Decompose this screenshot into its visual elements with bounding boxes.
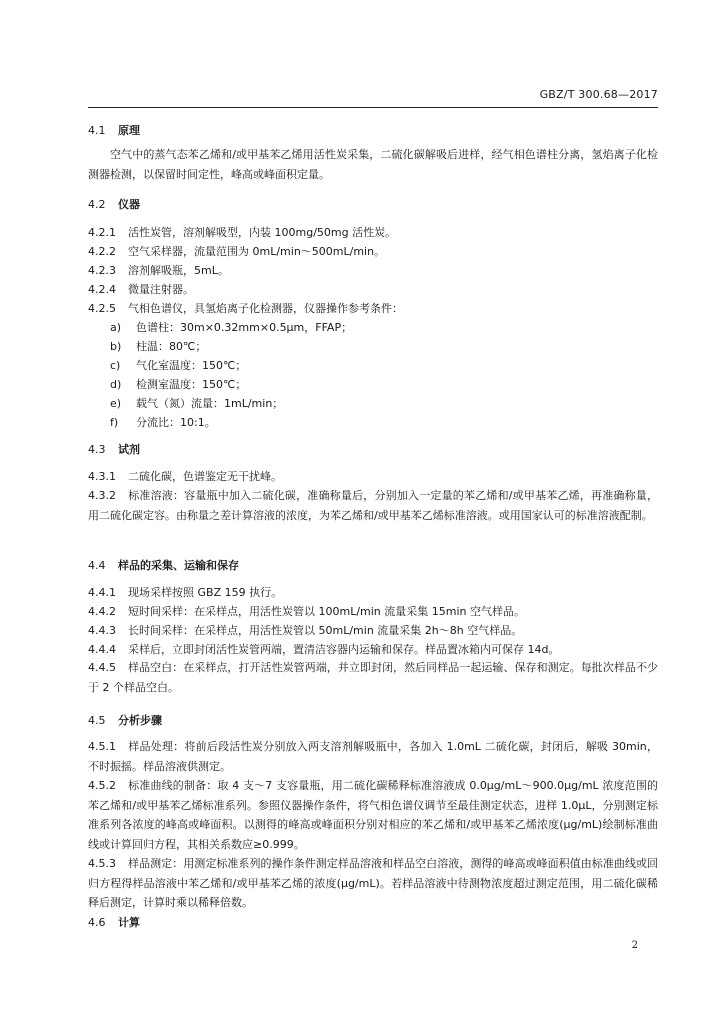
condition-label: e)	[110, 397, 122, 410]
clause-number: 4.2.1	[88, 226, 116, 239]
clause-number: 4.2.2	[88, 245, 116, 258]
section-title: 样品的采集、运输和保存	[118, 559, 239, 572]
section-number: 4.1	[88, 124, 106, 137]
condition-text: 分流比：10:1。	[136, 416, 216, 429]
clause-text: 样品处理：将前后段活性炭分别放入两支溶剂解吸瓶中，各加入 1.0mL 二硫化碳，封闭后，解吸 30min，不时振摇。样品溶液供测定。	[88, 740, 658, 773]
clause-text: 样品测定：用测定标准系列的操作条件测定样品溶液和样品空白溶液，测得的峰高或峰面积值由标准曲线或回归方程得样品溶液中苯乙烯和/或甲基苯乙烯的浓度(μg/mL)。若样品溶液中待测物浓度超过测定范围，用二硫化碳稀释后测定，计算时乘以稀释倍数。	[88, 857, 658, 909]
clause-4-2-1	[88, 224, 396, 240]
condition-text: 载气（氮）流量：1mL/min；	[136, 397, 284, 410]
section-4-3-heading	[88, 441, 140, 457]
clause-number: 4.2.3	[88, 264, 116, 277]
clause-text: 采样后，立即封闭活性炭管两端，置清洁容器内运输和保存。样品置冰箱内可保存 14d。	[128, 643, 560, 656]
section-4-1-heading	[88, 122, 140, 138]
condition-label: b)	[110, 340, 122, 353]
standard-code: GBZ/T 300.68—2017	[539, 88, 658, 101]
principle-paragraph: 空气中的蒸气态苯乙烯和/或甲基苯乙烯用活性炭采集，二硫化碳解吸后进样，经气相色谱柱分离，氢焰离子化检测器检测，以保留时间定性，峰高或峰面积定量。	[88, 148, 658, 181]
clause-text: 溶剂解吸瓶，5mL。	[128, 264, 229, 277]
clause-number: 4.4.5	[88, 661, 116, 674]
section-number: 4.3	[88, 443, 106, 456]
condition-text: 气化室温度：150℃；	[136, 359, 247, 372]
clause-number: 4.5.3	[88, 857, 116, 870]
clause-number: 4.5.1	[88, 740, 116, 753]
section-number: 4.6	[88, 916, 106, 929]
clause-4-4-1	[88, 584, 282, 600]
header-rule	[88, 107, 658, 108]
page-number: 2	[631, 940, 638, 951]
clause-number: 4.2.4	[88, 283, 116, 296]
clause-number: 4.4.2	[88, 605, 116, 618]
section-title: 仪器	[118, 198, 140, 211]
clause-4-5-3	[88, 854, 658, 913]
clause-4-4-3	[88, 622, 522, 638]
section-4-2-heading	[88, 196, 140, 212]
condition-text: 柱温：80℃；	[136, 340, 207, 353]
section-4-5-heading	[88, 712, 162, 728]
condition-item	[110, 414, 216, 430]
clause-number: 4.4.4	[88, 643, 116, 656]
clause-4-4-4	[88, 641, 559, 657]
clause-number: 4.3.1	[88, 470, 116, 483]
section-4-4-heading	[88, 557, 239, 573]
clause-text: 标准曲线的制备：取 4 支～7 支容量瓶，用二硫化碳稀释标准溶液成 0.0μg/mL～900.0μg/mL 浓度范围的苯乙烯和/或甲基苯乙烯标准系列。参照仪器操作条件，将气相色谱仪调节至最佳测定状态，进样 1.0μL，分别测定标准系列各浓度的峰高或峰面积。以测得的峰高或峰面积分别对相应的苯乙烯和/或甲基苯乙烯浓度(μg/mL)绘制标准曲线或计算回归方程，其相关系数应≥0.999。	[88, 779, 658, 851]
condition-item	[110, 338, 206, 354]
condition-label: f)	[110, 416, 119, 429]
condition-item	[110, 395, 283, 411]
clause-4-2-5	[88, 300, 403, 316]
clause-number: 4.4.3	[88, 624, 116, 637]
clause-4-2-3	[88, 262, 229, 278]
clause-number: 4.2.5	[88, 302, 116, 315]
clause-number: 4.4.1	[88, 586, 116, 599]
section-number: 4.2	[88, 198, 106, 211]
section-4-6-heading	[88, 914, 140, 930]
section-title: 原理	[118, 124, 140, 137]
clause-4-3-2	[88, 486, 658, 525]
section-title: 试剂	[118, 443, 140, 456]
clause-text: 标准溶液：容量瓶中加入二硫化碳，准确称量后，分别加入一定量的苯乙烯和/或甲基苯乙烯，再准确称量，用二硫化碳定容。由称量之差计算溶液的浓度，为苯乙烯和/或甲基苯乙烯标准溶液。或用国家认可的标准溶液配制。	[88, 489, 658, 522]
condition-text: 检测室温度：150℃；	[136, 378, 247, 391]
condition-text: 色谱柱：30m×0.32mm×0.5μm，FFAP；	[136, 321, 353, 334]
clause-text: 样品空白：在采样点，打开活性炭管两端，并立即封闭，然后同样品一起运输、保存和测定。每批次样品不少于 2 个样品空白。	[88, 661, 658, 694]
condition-label: c)	[110, 359, 121, 372]
clause-4-4-2	[88, 603, 525, 619]
section-number: 4.5	[88, 714, 106, 727]
section-title: 计算	[118, 916, 140, 929]
clause-number: 4.5.2	[88, 779, 116, 792]
condition-item	[110, 376, 246, 392]
clause-4-2-2	[88, 243, 385, 259]
condition-label: d)	[110, 378, 122, 391]
condition-item	[110, 319, 352, 335]
clause-4-5-1	[88, 737, 658, 776]
clause-text: 长时间采样：在采样点，用活性炭管以 50mL/min 流量采集 2h～8h 空气样品。	[128, 624, 523, 637]
clause-text: 微量注射器。	[128, 283, 194, 296]
clause-text: 二硫化碳，色谱鉴定无干扰峰。	[128, 470, 282, 483]
section-title: 分析步骤	[118, 714, 162, 727]
clause-4-3-1	[88, 468, 282, 484]
clause-4-4-5	[88, 658, 658, 697]
clause-text: 气相色谱仪，具氢焰离子化检测器，仪器操作参考条件：	[128, 302, 403, 315]
section-number: 4.4	[88, 559, 106, 572]
clause-text: 空气采样器，流量范围为 0mL/min～500mL/min。	[128, 245, 386, 258]
clause-text: 活性炭管，溶剂解吸型，内装 100mg/50mg 活性炭。	[128, 226, 397, 239]
clause-text: 现场采样按照 GBZ 159 执行。	[128, 586, 283, 599]
clause-4-2-4	[88, 281, 194, 297]
clause-4-5-2	[88, 776, 658, 854]
condition-label: a)	[110, 321, 122, 334]
condition-item	[110, 357, 246, 373]
clause-text: 短时间采样：在采样点，用活性炭管以 100mL/min 流量采集 15min 空气样品。	[128, 605, 526, 618]
clause-number: 4.3.2	[88, 489, 116, 502]
